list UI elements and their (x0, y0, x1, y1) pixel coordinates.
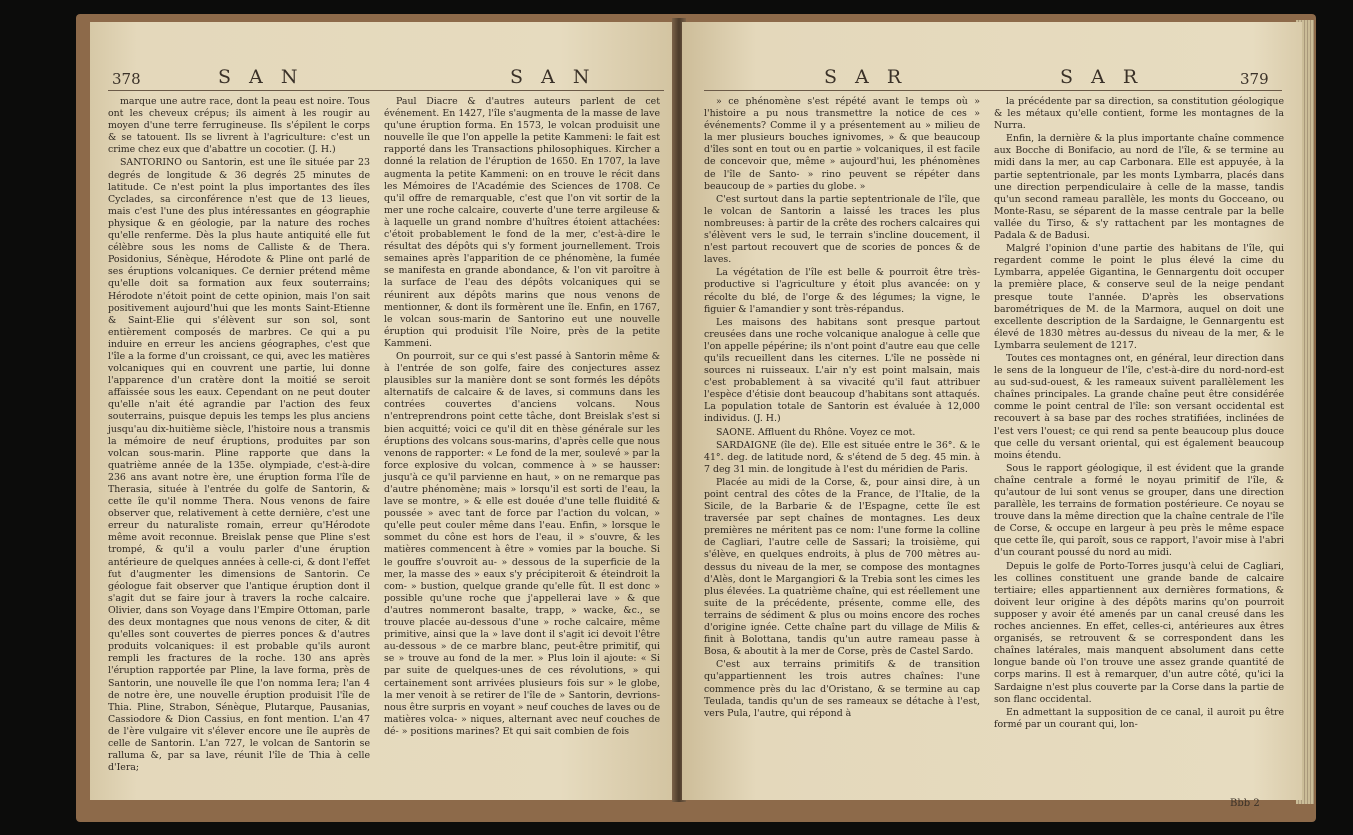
catchword: Bbb 2 (1230, 798, 1260, 809)
text-column-1 (108, 96, 370, 796)
paragraph: On pourroit, sur ce qui s'est passé à Santorin même & à l'entrée de son golfe, faire des conjectures assez plausibles sur la manière dont se sont formés les dépôts alternatifs de calcaire & de laves, si communs dans les contrées couvertes d'anciens volcans. Nous n'entreprendrons point cette tâche, dont Breislak s'est si bien acquitté; voici ce qu'il dit en thèse générale sur les éruptions des volcans sous-marins, d'après celle que nous venons de rapporter: « Le fond de la mer, soulevé » par la force explosive du volcan, commence à » se hausser: jusqu'à ce qu'il parvienne en haut, » on ne remarque pas d'autre phénomène; mais » lorsqu'il est sorti de l'eau, la lave se montre, » & elle est douée d'une telle fluidité & poussée » avec tant de force par l'action du volcan, » qu'elle peut couler même dans l'eau. Enfin, » lorsque le sommet du cône est hors de l'eau, il » s'ouvre, & les matières commencent à être » vomies par la bouche. Si le gouffre s'ouvroit au- » dessous de la superficie de la mer, la masse des » eaux s'y précipiteroit & éteindroit la com- » bustion, quelque grande qu'elle fût. Il est donc » possible qu'une roche que j'appellerai lave » & que d'autres nommeront basalte, trapp, » wacke, &c., se trouve placée au-dessous d'une » roche calcaire, même primitive, ainsi que la » lave dont il s'agit ici devoit l'être au-dessous » de ce marbre blanc, peut-être primitif, qui se » trouve au fond de la mer. » Plus loin il ajoute: « Si par suite de quelques-unes de ces révolutions, » qui certainement sont arrivées plusieurs fois sur » le globe, la mer venoit à se retirer de l'île de » Santorin, devrions-nous être surpris en voyant » neuf couches de laves ou de matières volca- » niques, alternant avec neuf couches de dé- » positions marines? Et qui sait combien de fois (384, 350, 660, 737)
paragraph: Placée au midi de la Corse, &, pour ainsi dire, à un point central des côtes de la France, de l'Italie, de la Sicile, de la Barbarie & de l'Espagne, cette île est traversée par sept chaînes de montagnes. Les deux premières ne méritent pas ce nom: l'une forme la colline de Cagliari, l'autre celle de Sassari; la troisième, qui s'élève, en quelques endroits, à plus de 700 mètres au-dessus du niveau de la mer, se compose des montagnes d'Alès, dont le Margangiori & la Trebia sont les cimes les plus élevées. La quatrième chaîne, qui est réellement une suite de la précédente, présente, comme elle, des terrains de sédiment & plus ou moins encore des roches d'origine ignée. Cette chaîne part du village de Milis & finit à Bolottana, tandis qu'un autre rameau passe à Bosa, & aboutit à la mer de Corse, près de Castel Sardo. (704, 476, 980, 658)
paragraph: Les maisons des habitans sont presque partout creusées dans une roche volcanique analogue à celle que l'on appelle pépérine; ils n'ont point d'autre eau que celle qu'ils recueillent dans les citernes. L'île ne possède ni sources ni ruisseaux. L'air n'y est point malsain, mais c'est probablement à sa vivacité qu'il faut attribuer l'espèce d'étisie dont beaucoup d'habitans sont attaqués. La population totale de Santorin est évaluée à 12,000 individus. (J. H.) (704, 316, 980, 425)
paragraph: Enfin, la dernière & la plus importante chaîne commence aux Bocche di Bonifacio, au nord de l'île, & se termine au midi dans la mer, au cap Carbonara. Elle est appuyée, à la partie septentrionale, par les monts Lymbarra, placés dans une direction perpendiculaire à celle de la masse, tandis qu'un second rameau parallèle, les monts du Gocceano, ou Monte-Rasu, se séparent de la masse centrale par la belle vallée du Tirso, & s'y rattachent par les montagnes de Padala & de Badusi. (994, 133, 1284, 242)
paragraph: SAONE. Affluent du Rhône. Voyez ce mot. (716, 426, 916, 438)
paragraph: » ce phénomène s'est répété avant le temps où » l'histoire a pu nous transmettre la notice de ces » événements? Comme il y a présentement au » milieu de la mer plusieurs bouches ignivomes, » & que beaucoup d'îles sont en tout ou en partie » volcaniques, il est facile de concevoir que, même » aujourd'hui, les phénomènes de l'île de Santo- » rino peuvent se répéter dans beaucoup de » parties du globe. » (704, 96, 980, 192)
page-number: 378 (112, 70, 141, 88)
running-head: S A R (824, 66, 908, 88)
right-page (682, 22, 1302, 809)
paragraph: SANTORINO ou Santorin, est une île située par 23 degrés de longitude & 36 degrés 25 minutes de latitude. Ce n'est point la plus importantes des îles Cyclades, sa circonférence n'est que de 13 lieues, mais c'est l'une des plus intéressantes en géographie physique & en géologie, par la nature des roches qu'elle renferme. Dès la plus haute antiquité elle fut célèbre sous les noms de Calliste & de Thera. Posidonius, Sénèque, Hérodote & Pline ont parlé de ses éruptions volcaniques. Ce dernier prétend même qu'elle doit sa formation aux feux souterrains; Hérodote n'étoit point de cette opinion, mais l'on sait positivement aujourd'hui que les monts Saint-Etienne & Saint-Elie qui s'élèvent sur son sol, sont entièrement composés de marbres. Ce qui a pu induire en erreur les anciens géographes, c'est que l'île a la forme d'un croissant, ce qui, avec les matières volcaniques qui en couvrent une partie, lui donne l'apparence d'un cratère dont la moitié se seroit affaissée sous les eaux. Cependant on ne peut douter qu'elle n'ait été agrandie par l'action des feux souterrains, puisque depuis les temps les plus anciens jusqu'au dix-huitième siècle, l'histoire nous a transmis la mémoire de neuf éruptions, produites par son volcan sous-marin. Pline rapporte que dans la quatrième année de la 135e. olympiade, c'est-à-dire 236 ans avant notre ère, une éruption forma l'île de Therasia, située à l'entrée du golfe de Santorin, & cette île qu'il nomme Thera. Nous venons de faire observer que, relativement à cette dernière, c'est une erreur du naturaliste romain, erreur qu'Hérodote même avoit reconnue. Breislak pense que Pline s'est trompé, & qu'il a voulu parler d'une éruption antérieure de quelques années à celle-ci, & dont l'effet fut d'augmenter les dimensions de Santorin. Ce géologue fait observer que l'antique éruption dont il s'agit dut se faire jour à travers la roche calcaire. Olivier, dans son Voyage dans l'Empire Ottoman, parle des deux montagnes que nous venons de citer, & dit qu'elles sont couvertes de pierres ponces & d'autres produits volcaniques: il est probable qu'ils auront rempli les fractures de la roche. 130 ans après l'éruption rapportée par Pline, la lave forma, près de Santorin, une nouvelle île que l'on nomma Iera; l'an 4 de notre ère, une nouvelle éruption produisit l'île de Thia. Pline, Strabon, Sénèque, Plutarque, Pausanias, Cassiodore & Dion Cassius, en font mention. L'an 47 de l'ère vulgaire vit s'élever encore une île auprès de celle de Santorin. L'an 727, le volcan de Santorin se ralluma &, par sa lave, réunit l'île de Thia à celle d'Iera; (108, 157, 370, 774)
paragraph: Paul Diacre & d'autres auteurs parlent de cet événement. En 1427, l'île s'augmenta de la masse de lave qu'une éruption forma. En 1573, le volcan produisit une nouvelle île que l'on appelle la petite Kammeni: le fait est rapporté dans les Transactions philosophiques. Kircher a donné la relation de l'éruption de 1650. En 1707, la lave augmenta la petite Kammeni: on en trouve le récit dans les Mémoires de l'Académie des Sciences de 1708. Ce qu'il offre de remarquable, c'est que l'on vit sortir de la mer une roche calcaire, couverte d'une terre argileuse & à laquelle un grand nombre d'huîtres étoient attachées: c'étoit probablement le fond de la mer, c'est-à-dire le résultat des dépôts qui s'y forment journellement. Trois semaines après l'apparition de ce phénomène, la fumée se manifesta en grande abondance, & l'on vit paroître à la surface de l'eau des dépôts volcaniques qui se réunirent aux dépôts marins que nous venons de mentionner, & dont ils formèrent une île. Enfin, en 1767, le volcan sous-marin de Santorino eut une nouvelle éruption qui produisit l'île Noire, près de la petite Kammeni. (384, 96, 660, 349)
running-head: S A N (218, 66, 304, 88)
paragraph: la précédente par sa direction, sa constitution géologique & les métaux qu'elle contient, forme les montagnes de la Nurra. (994, 96, 1284, 132)
paragraph: Malgré l'opinion d'une partie des habitans de l'île, qui regardent comme le point le plus élevé la cime du Lymbarra, appelée Gigantina, le Gennargentu doit occuper la première place, & conserve seul de la neige pendant presque toute l'année. D'après les observations barométriques de M. de la Marmora, auquel on doit une excellente description de la Sardaigne, le Gennargentu est élevé de 1830 mètres au-dessus du niveau de la mer, & le Lymbarra seulement de 1217. (994, 243, 1284, 351)
left-page (90, 22, 678, 800)
paragraph: Depuis le golfe de Porto-Torres jusqu'à celui de Cagliari, les collines constituent une grande bande de calcaire tertiaire; elles appartiennent aux dernières formations, & doivent leur origine à des dépôts marins qu'on pourroit supposer y avoir été amenés par un canal creusé dans les roches anciennes. En effet, celles-ci, antérieures aux êtres organisés, se retrouvent & se correspondent dans les chaînes latérales, mais manquent absolument dans cette longue bande où l'on trouve une assez grande quantité de corps marins. Il est à remarquer, d'un autre côté, qu'ici la Sardaigne n'est plus couverte par la Corse dans la partie de son flanc occidental. (994, 560, 1284, 705)
paragraph: marque une autre race, dont la peau est noire. Tous ont les cheveux crépus; ils aiment à les rougir au moyen d'une terre ferrugineuse. Ils s'épilent le corps & se tatouent. Ils se livrent à l'agriculture: c'est un crime chez eux que d'abattre un cocotier. (J. H.) (108, 96, 370, 156)
page-number: 379 (1240, 70, 1269, 88)
paragraph: C'est aux terrains primitifs & de transition qu'appartiennent les trois autres chaînes: l'une commence près du lac d'Oristano, & se termine au cap Teulada, tandis qu'un de ses rameaux se détache à l'est, vers Pula, l'autre, qui répond à (704, 659, 980, 719)
paragraph: Sous le rapport géologique, il est évident que la grande chaîne centrale a formé le noyau primitif de l'île, & qu'autour de lui sont venus se grouper, dans une direction parallèle, les terrains de formation postérieure. Ce noyau se trouve dans la même direction que la chaîne centrale de l'île de Corse, & occupe en largeur à peu près le même espace que cette île, qui paroît, sous ce rapport, l'avoir mise à l'abri d'un courant poussé du nord au midi. (994, 462, 1284, 559)
text-column-2 (384, 96, 660, 796)
text-column-1 (704, 96, 980, 796)
paragraph: Toutes ces montagnes ont, en général, leur direction dans le sens de la longueur de l'île, c'est-à-dire du nord-nord-est au sud-sud-ouest, & les rameaux suivent parallèlement les chaînes principales. La grande chaîne peut être considérée comme le point central de l'île: son versant occidental est recouvert à sa base par des roches stratifiées, inclinées de l'est vers l'ouest; ce qui rend sa pente beaucoup plus douce que celle du versant oriental, qui est également beaucoup moins étendu. (994, 352, 1284, 461)
running-head: S A N (510, 66, 596, 88)
header-rule (108, 90, 664, 91)
paragraph: SARDAIGNE (île de). Elle est située entre le 36°. & le 41°. deg. de latitude nord, & s'étend de 5 deg. 45 min. à 7 deg 31 min. de longitude à l'est du méridien de Paris. (704, 439, 980, 475)
text-column-2 (994, 96, 1284, 796)
paragraph: C'est surtout dans la partie septentrionale de l'île, que le volcan de Santorin a laissé les traces les plus nombreuses: à partir de la crête des rochers calcaires qui s'élèvent vers le sud, le terrain s'incline doucement, il n'est partout recouvert que de scories de ponces & de laves. (704, 193, 980, 266)
paragraph: En admettant la supposition de ce canal, il auroit pu être formé par un courant qui, lon- (994, 706, 1284, 730)
header-rule (704, 90, 1282, 91)
running-head: S A R (1060, 66, 1144, 88)
paragraph: La végétation de l'île est belle & pourroit être très-productive si l'agriculture y étoit plus avancée: on y récolte du blé, de l'orge & des légumes; la vigne, le figuier & l'amandier y sont très-répandus. (704, 267, 980, 315)
